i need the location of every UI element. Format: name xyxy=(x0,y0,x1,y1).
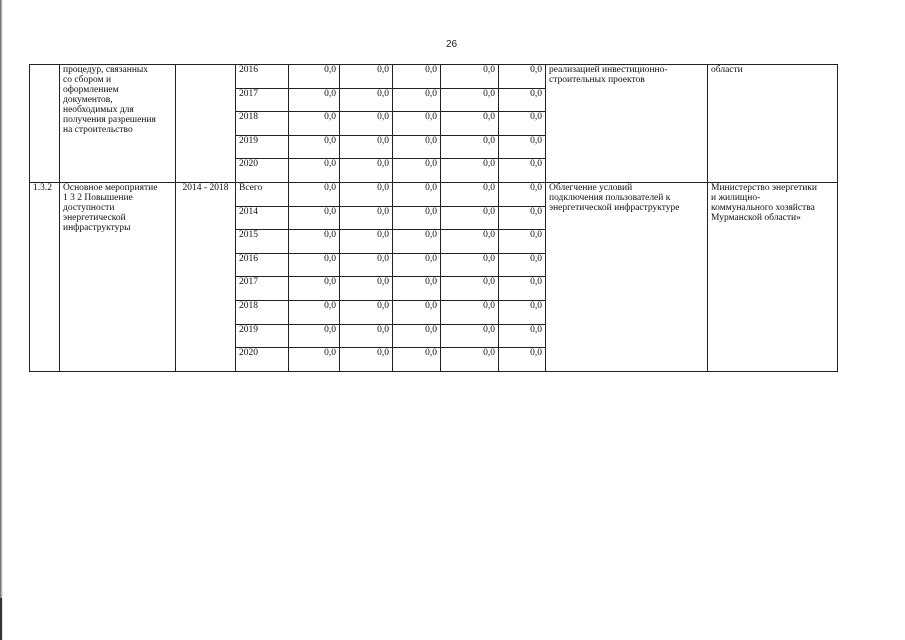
year-cell: 2017 xyxy=(236,88,289,112)
year-cell: 2018 xyxy=(236,112,289,136)
value-cell: 0,0 xyxy=(340,253,393,277)
value-cell: 0,0 xyxy=(441,230,499,254)
value-cell: 0,0 xyxy=(499,159,546,183)
value-cell: 0,0 xyxy=(441,300,499,324)
value-cell: 0,0 xyxy=(340,206,393,230)
value-cell: 0,0 xyxy=(340,135,393,159)
value-cell: 0,0 xyxy=(289,253,340,277)
row-code xyxy=(30,65,60,183)
year-cell: 2017 xyxy=(236,277,289,301)
row-period: 2014 - 2018 xyxy=(176,182,236,371)
row-executor-cell xyxy=(708,182,838,371)
year-cell: 2019 xyxy=(236,324,289,348)
year-cell: 2020 xyxy=(236,348,289,372)
value-cell: 0,0 xyxy=(499,88,546,112)
value-cell: 0,0 xyxy=(340,182,393,206)
value-cell: 0,0 xyxy=(289,230,340,254)
value-cell: 0,0 xyxy=(441,324,499,348)
value-cell: 0,0 xyxy=(340,230,393,254)
value-cell: 0,0 xyxy=(393,206,441,230)
program-table xyxy=(29,64,838,372)
year-cell: 2018 xyxy=(236,300,289,324)
value-cell: 0,0 xyxy=(393,230,441,254)
row-name-cell xyxy=(60,65,176,183)
value-cell: 0,0 xyxy=(393,348,441,372)
value-cell: 0,0 xyxy=(499,135,546,159)
year-cell: 2020 xyxy=(236,159,289,183)
value-cell: 0,0 xyxy=(340,277,393,301)
value-cell: 0,0 xyxy=(393,159,441,183)
table-row xyxy=(30,65,838,89)
value-cell: 0,0 xyxy=(340,300,393,324)
value-cell: 0,0 xyxy=(499,230,546,254)
row-result-cell xyxy=(546,182,708,371)
value-cell: 0,0 xyxy=(499,112,546,136)
row-result: реализацией инвестиционно- строительных проектов xyxy=(549,65,668,85)
value-cell: 0,0 xyxy=(340,112,393,136)
value-cell: 0,0 xyxy=(393,135,441,159)
value-cell: 0,0 xyxy=(340,65,393,89)
value-cell: 0,0 xyxy=(441,159,499,183)
year-cell: Всего xyxy=(236,182,289,206)
value-cell: 0,0 xyxy=(289,182,340,206)
year-cell: 2016 xyxy=(236,253,289,277)
row-code: 1.3.2 xyxy=(30,182,60,371)
value-cell: 0,0 xyxy=(441,206,499,230)
value-cell: 0,0 xyxy=(499,348,546,372)
value-cell: 0,0 xyxy=(340,324,393,348)
value-cell: 0,0 xyxy=(340,88,393,112)
value-cell: 0,0 xyxy=(393,88,441,112)
value-cell: 0,0 xyxy=(393,253,441,277)
value-cell: 0,0 xyxy=(393,324,441,348)
value-cell: 0,0 xyxy=(441,112,499,136)
value-cell: 0,0 xyxy=(289,324,340,348)
value-cell: 0,0 xyxy=(393,300,441,324)
value-cell: 0,0 xyxy=(289,65,340,89)
value-cell: 0,0 xyxy=(441,88,499,112)
value-cell: 0,0 xyxy=(393,277,441,301)
year-cell: 2016 xyxy=(236,65,289,89)
value-cell: 0,0 xyxy=(499,65,546,89)
row-executor: Министерство энергетики и жилищно- коммунального хозяйства Мурманской области» xyxy=(711,182,817,223)
value-cell: 0,0 xyxy=(289,348,340,372)
value-cell: 0,0 xyxy=(289,300,340,324)
year-cell: 2019 xyxy=(236,135,289,159)
row-result: Облегчение условий подключения пользователей к энергетической инфраструктуре xyxy=(549,182,680,213)
value-cell: 0,0 xyxy=(441,65,499,89)
table-row xyxy=(30,182,838,206)
row-name: процедур, связанных со сбором и оформлением документов, необходимых для получения разрешения на строительство xyxy=(63,65,156,135)
row-result-cell xyxy=(546,65,708,183)
table-body xyxy=(30,65,838,372)
row-name-cell xyxy=(60,182,176,371)
value-cell: 0,0 xyxy=(441,182,499,206)
value-cell: 0,0 xyxy=(441,135,499,159)
row-executor: области xyxy=(711,65,743,75)
year-cell: 2015 xyxy=(236,230,289,254)
value-cell: 0,0 xyxy=(441,348,499,372)
value-cell: 0,0 xyxy=(393,112,441,136)
value-cell: 0,0 xyxy=(289,159,340,183)
value-cell: 0,0 xyxy=(289,206,340,230)
value-cell: 0,0 xyxy=(289,112,340,136)
scan-edge xyxy=(0,0,3,640)
value-cell: 0,0 xyxy=(340,159,393,183)
row-name: Основное мероприятие 1 3 2 Повышение доступности энергетической инфраструктуры xyxy=(63,182,158,233)
scan-mark xyxy=(0,598,2,640)
value-cell: 0,0 xyxy=(393,65,441,89)
row-period xyxy=(176,65,236,183)
row-executor-cell xyxy=(708,65,838,183)
page-number: 26 xyxy=(446,39,458,50)
value-cell: 0,0 xyxy=(441,277,499,301)
value-cell: 0,0 xyxy=(441,253,499,277)
value-cell: 0,0 xyxy=(289,277,340,301)
value-cell: 0,0 xyxy=(289,88,340,112)
value-cell: 0,0 xyxy=(499,182,546,206)
value-cell: 0,0 xyxy=(499,300,546,324)
value-cell: 0,0 xyxy=(289,135,340,159)
year-cell: 2014 xyxy=(236,206,289,230)
value-cell: 0,0 xyxy=(393,182,441,206)
value-cell: 0,0 xyxy=(340,348,393,372)
value-cell: 0,0 xyxy=(499,206,546,230)
value-cell: 0,0 xyxy=(499,324,546,348)
value-cell: 0,0 xyxy=(499,253,546,277)
value-cell: 0,0 xyxy=(499,277,546,301)
